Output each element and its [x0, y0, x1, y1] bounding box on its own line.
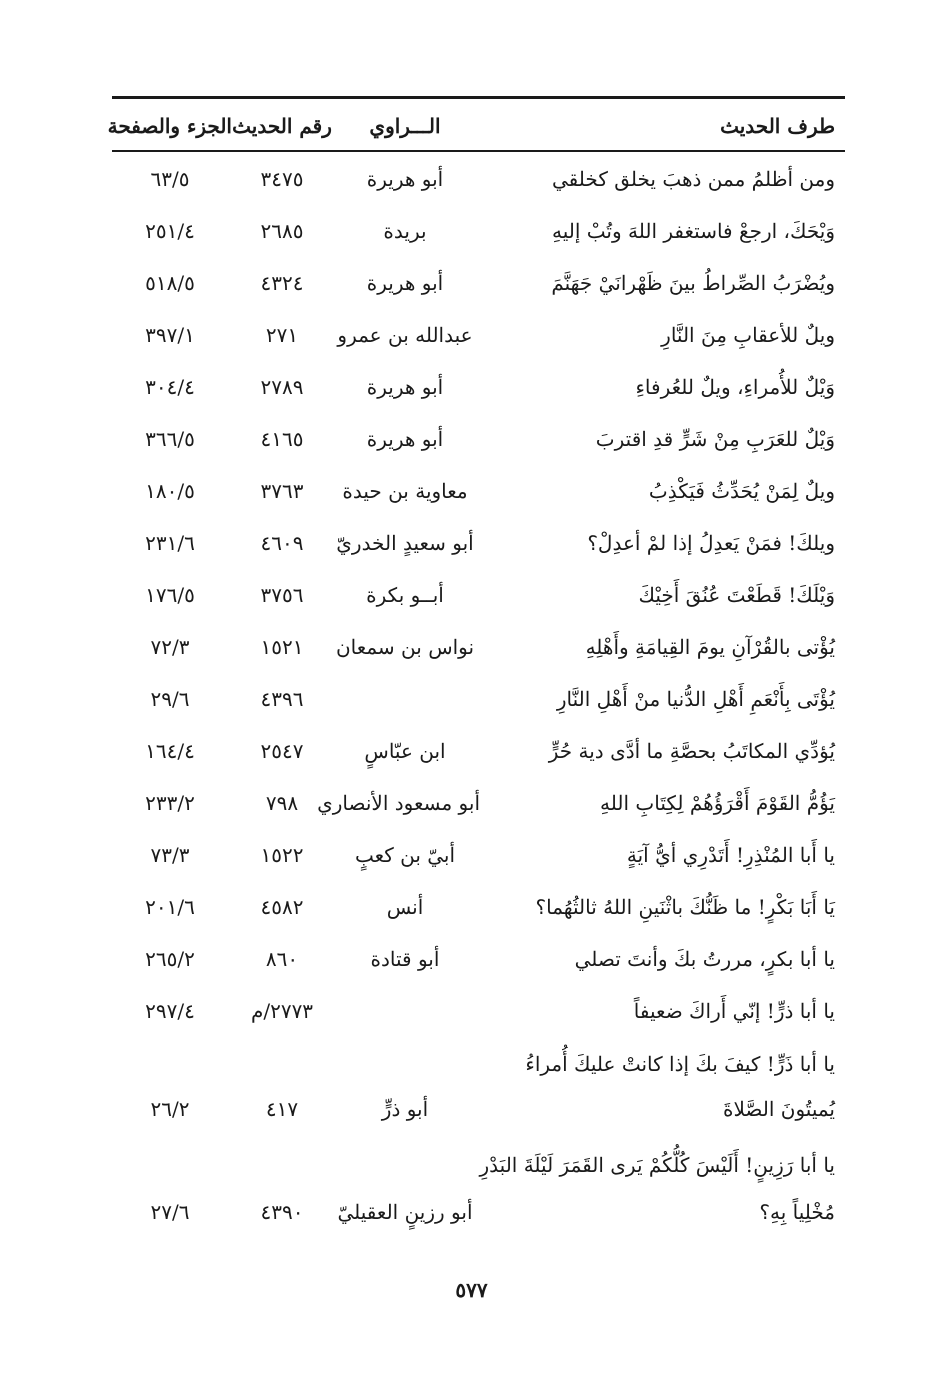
hadith-text: ومن أظلمُ ممن ذهبَ يخلق كخلقي [552, 167, 835, 191]
volume-page-cell: ٢٩٧/٤ [145, 999, 195, 1023]
volume-page-cell: ٥١٨/٥ [145, 271, 195, 295]
hadith-number-cell: ٤٣٢٤ [260, 271, 304, 295]
hadith-number-cell: ٤٣٩٠ [260, 1200, 304, 1224]
volume-page-cell: ١٧٦/٥ [145, 583, 195, 607]
narrator-cell: عبدالله بن عمرو [337, 323, 473, 347]
top-rule [112, 96, 845, 99]
hadith-text: ويُضْرَبُ الصِّراطُ بينَ ظَهْرانَيْ جَهَنَّمَ [551, 271, 835, 295]
volume-page-cell: ٣٦٦/٥ [145, 427, 195, 451]
hadith-text: يا أبا بكرٍ، مررتُ بكَ وأنتَ تصلي [574, 947, 835, 971]
narrator-cell: أنس [386, 895, 424, 919]
narrator-cell: ابن عبّاسٍ [364, 739, 446, 763]
hadith-text: يا أبا ذَرٍّ! كيفَ بكَ إذا كانتْ عليكَ أُمراءُ [525, 1052, 835, 1076]
volume-page-cell: ٦٣/٥ [150, 167, 190, 191]
hadith-text: يَا أَبَا بَكْرٍ! ما ظَنُّكَ باثْنَينِ اللهُ ثالثُهُما؟ [535, 895, 835, 919]
volume-page-cell: ٢٦/٢ [150, 1097, 190, 1121]
narrator-cell: معاوية بن حيدة [342, 479, 468, 503]
hadith-number-cell: ٢٦٨٥ [260, 219, 304, 243]
hadith-text: يا أَبا المُنْذِرِ! أَتَدْرِي أيُّ آيَةٍ [626, 843, 835, 867]
narrator-cell: بريدة [383, 219, 427, 243]
hadith-text: مُخْلِياً بِهِ؟ [759, 1200, 835, 1224]
narrator-cell: نواس بن سمعان [335, 635, 475, 659]
volume-page-cell: ٣٩٧/١ [145, 323, 195, 347]
hadith-number-cell: ٤١٧ [265, 1097, 299, 1121]
hadith-number-cell: ٤١٦٥ [260, 427, 304, 451]
volume-page-cell: ١٨٠/٥ [145, 479, 195, 503]
hadith-text: يا أبا ذرٍّ! إنّي أَراكَ ضعيفاً [633, 999, 835, 1023]
hadith-text: يَؤُمُّ القَوْمَ أَقْرَؤُهُمْ لِكِتَابِ اللهِ [600, 791, 835, 815]
hadith-number-cell: ٤٣٩٦ [260, 687, 304, 711]
hadith-text: وَيْلَكَ! قَطَعْتَ عُنُقَ أَخِيْكَ [638, 583, 835, 607]
hadith-number-cell: ٢٧١ [265, 323, 299, 347]
hadith-text: يا أبا رَزِينٍ! أَلَيْسَ كُلُّكُمْ يَرى القَمَرَ لَيْلَةَ البَدْرِ [479, 1153, 835, 1177]
volume-page-cell: ٢٣٣/٢ [145, 791, 195, 815]
volume-page-cell: ٢٣١/٦ [145, 531, 195, 555]
header-narrator: الـــراوي [369, 114, 441, 138]
hadith-text: وَيْلٌ للأُمراءِ، ويلٌ للعُرفاءِ [635, 375, 835, 399]
hadith-text: وَيْلٌ للعَرَبِ مِنْ شَرٍّ قدِ اقتربَ [595, 427, 835, 451]
narrator-cell: أبو مسعود الأنصاري [317, 791, 480, 815]
hadith-number-cell: ٢٧٧٣/م [250, 999, 314, 1023]
hadith-number-cell: ٤٦٠٩ [260, 531, 304, 555]
volume-page-cell: ٧٣/٣ [150, 843, 190, 867]
narrator-cell: أبو سعيدٍ الخدريّ [336, 531, 474, 555]
volume-page-cell: ٧٢/٣ [150, 635, 190, 659]
narrator-cell: أبو هريرة [366, 375, 444, 399]
volume-page-cell: ٢٦٥/٢ [145, 947, 195, 971]
hadith-number-cell: ٧٩٨ [265, 791, 299, 815]
hadith-number-cell: ١٥٢٢ [260, 843, 304, 867]
page-number: ٥٧٧ [455, 1278, 488, 1302]
hadith-number-cell: ٣٧٥٦ [260, 583, 304, 607]
volume-page-cell: ٣٠٤/٤ [145, 375, 195, 399]
hadith-text: يُؤْتَى بِأَنْعَمِ أَهْلِ الدُّنيا منْ أَهْلِ النَّارِ [556, 687, 835, 711]
hadith-number-cell: ٣٤٧٥ [260, 167, 304, 191]
header-number: رقم الحديث [232, 114, 332, 138]
header-volume-page: الجزء والصفحة [107, 114, 232, 138]
hadith-text: ويلٌ للأعقابِ مِنَ النَّارِ [661, 323, 835, 347]
narrator-cell: أبو هريرة [366, 167, 444, 191]
volume-page-cell: ١٦٤/٤ [145, 739, 195, 763]
volume-page-cell: ٢٧/٦ [150, 1200, 190, 1224]
hadith-number-cell: ٣٧٦٣ [260, 479, 304, 503]
header-rule [112, 150, 845, 152]
volume-page-cell: ٢٠١/٦ [145, 895, 195, 919]
hadith-text: وَيْحَكَ، ارجعْ فاستغفر اللهَ وتُبْ إليهِ [552, 219, 835, 243]
hadith-text: يُؤدِّي المكاتَبُ بحصَّةِ ما أدَّى دية حُرٍّ [548, 739, 835, 763]
narrator-cell: أبو هريرة [366, 271, 444, 295]
hadith-number-cell: ١٥٢١ [260, 635, 304, 659]
hadith-text: يُميتُونَ الصَّلاةَ [723, 1097, 835, 1121]
narrator-cell: أبيّ بن كعبٍ [354, 843, 456, 867]
volume-page-cell: ٢٥١/٤ [145, 219, 195, 243]
hadith-text: ويلٌ لِمَنْ يُحَدِّثُ فَيَكْذِبُ [648, 479, 835, 503]
hadith-number-cell: ٢٥٤٧ [260, 739, 304, 763]
header-hadith: طرف الحديث [720, 114, 835, 138]
narrator-cell: أبو رزينٍ العقيليّ [337, 1200, 473, 1224]
hadith-number-cell: ٢٧٨٩ [260, 375, 304, 399]
hadith-text: ويلكَ! فمَنْ يَعدِلُ إذا لمْ أعدِلْ؟ [587, 531, 835, 555]
hadith-text: يُؤْتى بالقُرْآنِ يومَ القِيامَةِ وأَهْلِهِ [585, 635, 835, 659]
narrator-cell: أبو ذرٍّ [381, 1097, 429, 1121]
narrator-cell: أبــو بكرة [366, 583, 444, 607]
volume-page-cell: ٢٩/٦ [150, 687, 190, 711]
hadith-number-cell: ٤٥٨٢ [260, 895, 304, 919]
narrator-cell: أبو قتادة [370, 947, 440, 971]
hadith-number-cell: ٨٦٠ [265, 947, 299, 971]
narrator-cell: أبو هريرة [366, 427, 444, 451]
